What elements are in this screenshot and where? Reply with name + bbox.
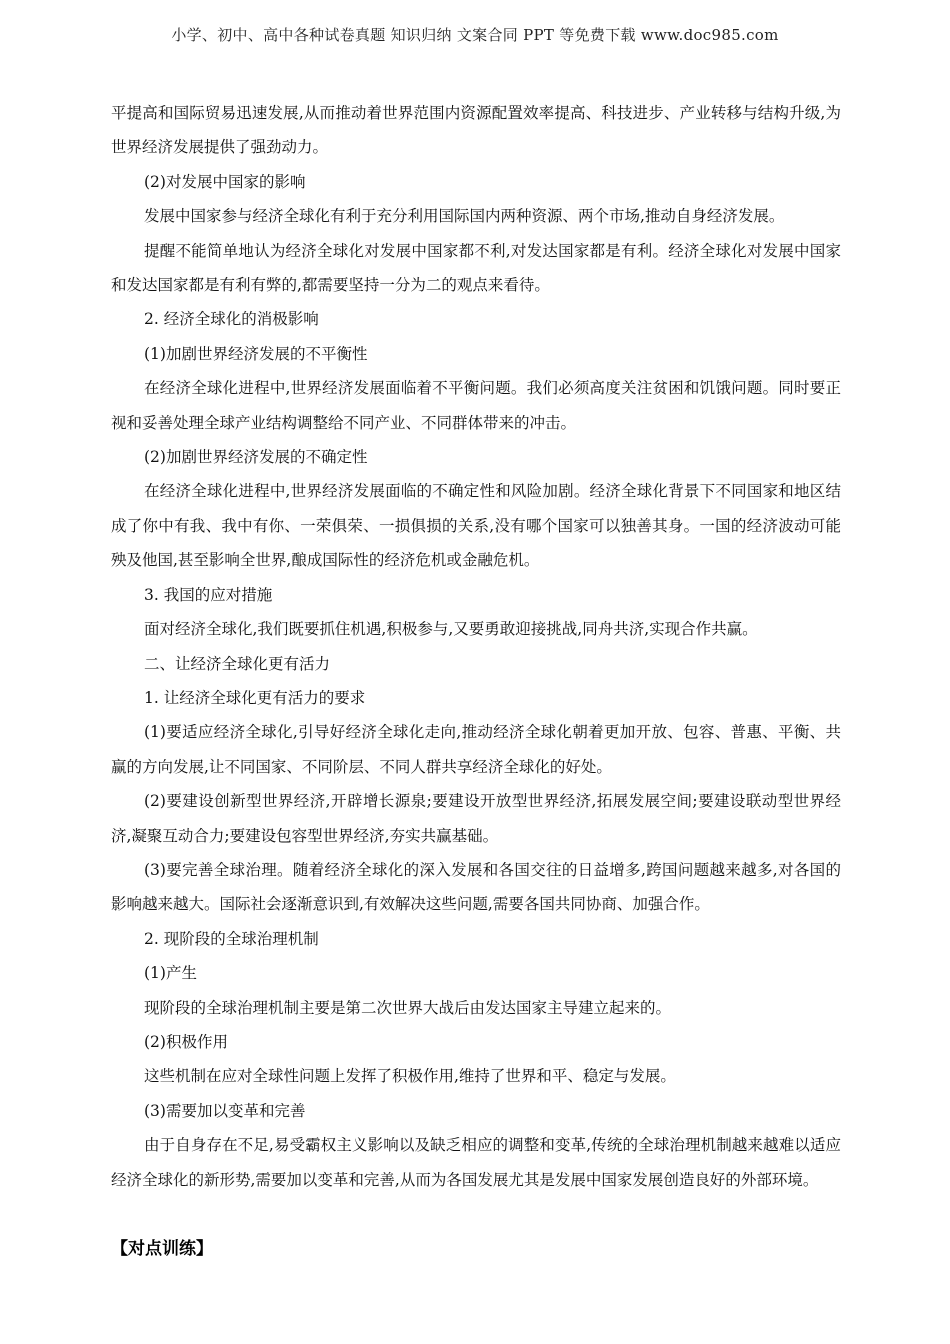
paragraph: 提醒不能简单地认为经济全球化对发展中国家都不利,对发达国家都是有利。经济全球化对发展中国家和发达国家都是有利有弊的,都需要坚持一分为二的观点来看待。 [111,241,841,295]
paragraph: 二、让经济全球化更有活力 [144,654,331,673]
paragraph: 由于自身存在不足,易受霸权主义影响以及缺乏相应的调整和变革,传统的全球治理机制越来越难以适应经济全球化的新形势,需要加以变革和完善,从而为各国发展尤其是发展中国家发展创造良好的外部环境。 [111,1136,841,1189]
page-header: 小学、初中、高中各种试卷真题 知识归纳 文案合同 PPT 等免费下载 www.doc985.com [171,26,779,44]
paragraph: 平提高和国际贸易迅速发展,从而推动着世界范围内资源配置效率提高、科技进步、产业转移与结构升级,为世界经济发展提供了强劲动力。 [111,104,841,157]
paragraph: (2)要建设创新型世界经济,开辟增长源泉;要建设开放型世界经济,拓展发展空间;要建设联动型世界经济,凝聚互动合力;要建设包容型世界经济,夯实共赢基础。 [111,792,841,845]
paragraph: 3. 我国的应对措施 [144,585,273,604]
paragraph: 面对经济全球化,我们既要抓住机遇,积极参与,又要勇敢迎接挑战,同舟共济,实现合作共赢。 [144,620,758,639]
paragraph: 在经济全球化进程中,世界经济发展面临的不确定性和风险加剧。经济全球化背景下不同国家和地区结成了你中有我、我中有你、一荣俱荣、一损俱损的关系,没有哪个国家可以独善其身。一国的经济波动可能殃及他国,甚至影响全世界,酿成国际性的经济危机或金融危机。 [111,482,841,570]
paragraph: (2)积极作用 [144,1032,228,1051]
paragraph: 2. 经济全球化的消极影响 [144,310,319,329]
paragraph: 发展中国家参与经济全球化有利于充分利用国际国内两种资源、两个市场,推动自身经济发展。 [144,207,785,226]
paragraph: (1)要适应经济全球化,引导好经济全球化走向,推动经济全球化朝着更加开放、包容、普惠、平衡、共赢的方向发展,让不同国家、不同阶层、不同人群共享经济全球化的好处。 [111,723,841,776]
paragraph: 现阶段的全球治理机制主要是第二次世界大战后由发达国家主导建立起来的。 [144,998,672,1017]
section-heading: 【对点训练】 [111,1239,213,1259]
paragraph: (3)需要加以变革和完善 [144,1101,306,1120]
paragraph: 这些机制在应对全球性问题上发挥了积极作用,维持了世界和平、稳定与发展。 [144,1067,676,1086]
paragraph: (2)加剧世界经济发展的不确定性 [144,448,368,467]
paragraph: (1)产生 [144,964,197,983]
paragraph: 在经济全球化进程中,世界经济发展面临着不平衡问题。我们必须高度关注贫困和饥饿问题。同时要正视和妥善处理全球产业结构调整给不同产业、不同群体带来的冲击。 [111,379,841,432]
paragraph: (3)要完善全球治理。随着经济全球化的深入发展和各国交往的日益增多,跨国问题越来越多,对各国的影响越来越大。国际社会逐渐意识到,有效解决这些问题,需要各国共同协商、加强合作。 [111,860,841,914]
document-body [111,96,841,1197]
paragraph: (2)对发展中国家的影响 [144,172,306,191]
paragraph: 2. 现阶段的全球治理机制 [144,929,319,948]
paragraph: (1)加剧世界经济发展的不平衡性 [144,344,368,363]
paragraph: 1. 让经济全球化更有活力的要求 [144,688,366,707]
